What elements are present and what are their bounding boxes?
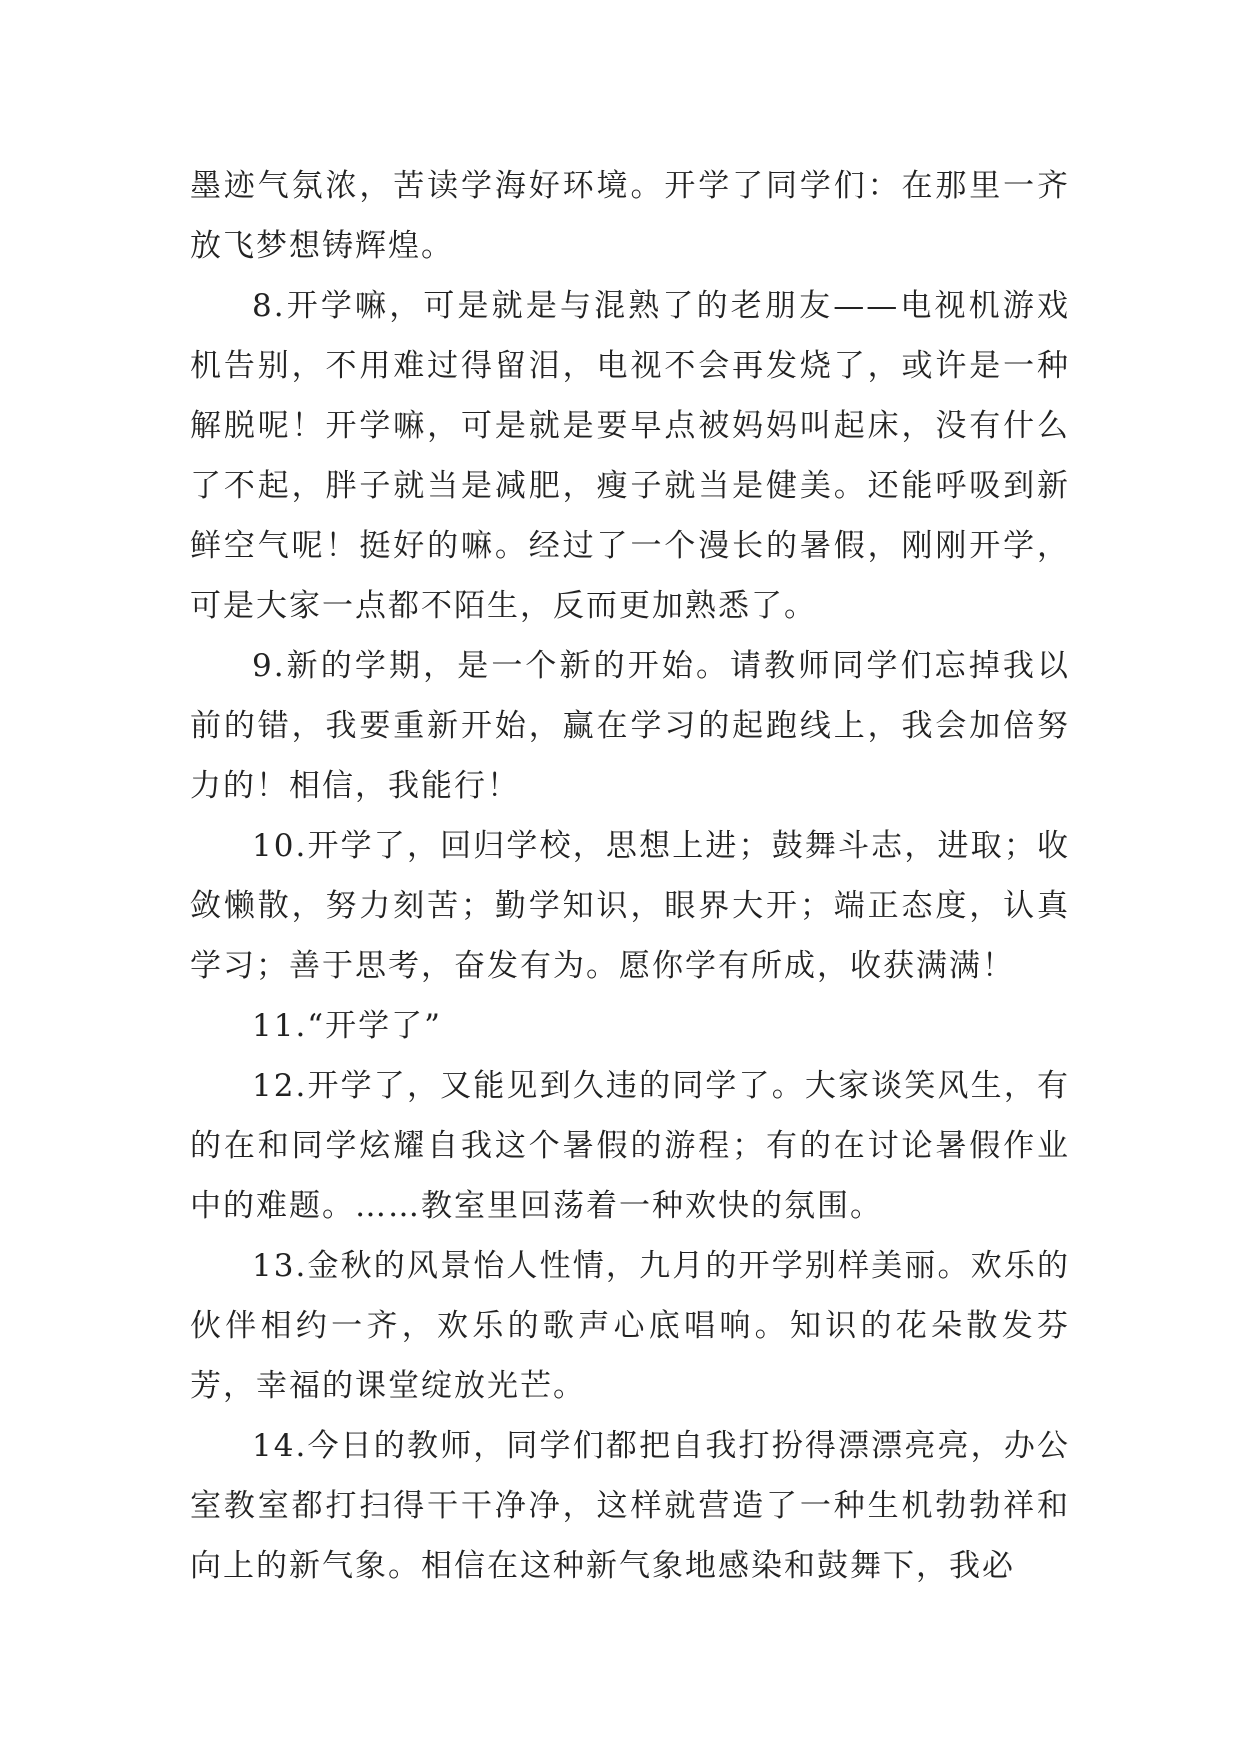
paragraph-item-14: 14.今日的教师，同学们都把自我打扮得漂漂亮亮，办公室教室都打扫得干干净净，这样就营造了一种生机勃勃祥和向上的新气象。相信在这种新气象地感染和鼓舞下，我必 <box>190 1428 1070 1584</box>
paragraph-item-11: 11.“开学了” <box>252 1008 442 1044</box>
paragraph-continuation: 墨迹气氛浓，苦读学海好环境。开学了同学们：在那里一齐放飞梦想铸辉煌。 <box>190 168 1070 264</box>
paragraph-item-9: 9.新的学期，是一个新的开始。请教师同学们忘掉我以前的错，我要重新开始，赢在学习的起跑线上，我会加倍努力的！相信，我能行！ <box>190 648 1070 804</box>
paragraph-item-12: 12.开学了，又能见到久违的同学了。大家谈笑风生，有的在和同学炫耀自我这个暑假的游程；有的在讨论暑假作业中的难题。……教室里回荡着一种欢快的氛围。 <box>190 1068 1070 1224</box>
paragraph-item-10: 10.开学了，回归学校，思想上进；鼓舞斗志，进取；收敛懒散，努力刻苦；勤学知识，眼界大开；端正态度，认真学习；善于思考，奋发有为。愿你学有所成，收获满满！ <box>190 828 1070 984</box>
paragraph-item-13: 13.金秋的风景怡人性情，九月的开学别样美丽。欢乐的伙伴相约一齐，欢乐的歌声心底唱响。知识的花朵散发芬芳，幸福的课堂绽放光芒。 <box>190 1248 1070 1404</box>
paragraph-item-8: 8.开学嘛，可是就是与混熟了的老朋友——电视机游戏机告别，不用难过得留泪，电视不会再发烧了，或许是一种解脱呢！开学嘛，可是就是要早点被妈妈叫起床，没有什么了不起，胖子就当是减肥，瘦子就当是健美。还能呼吸到新鲜空气呢！挺好的嘛。经过了一个漫长的暑假，刚刚开学，可是大家一点都不陌生，反而更加熟悉了。 <box>190 288 1070 624</box>
document-body <box>190 156 1070 1596</box>
